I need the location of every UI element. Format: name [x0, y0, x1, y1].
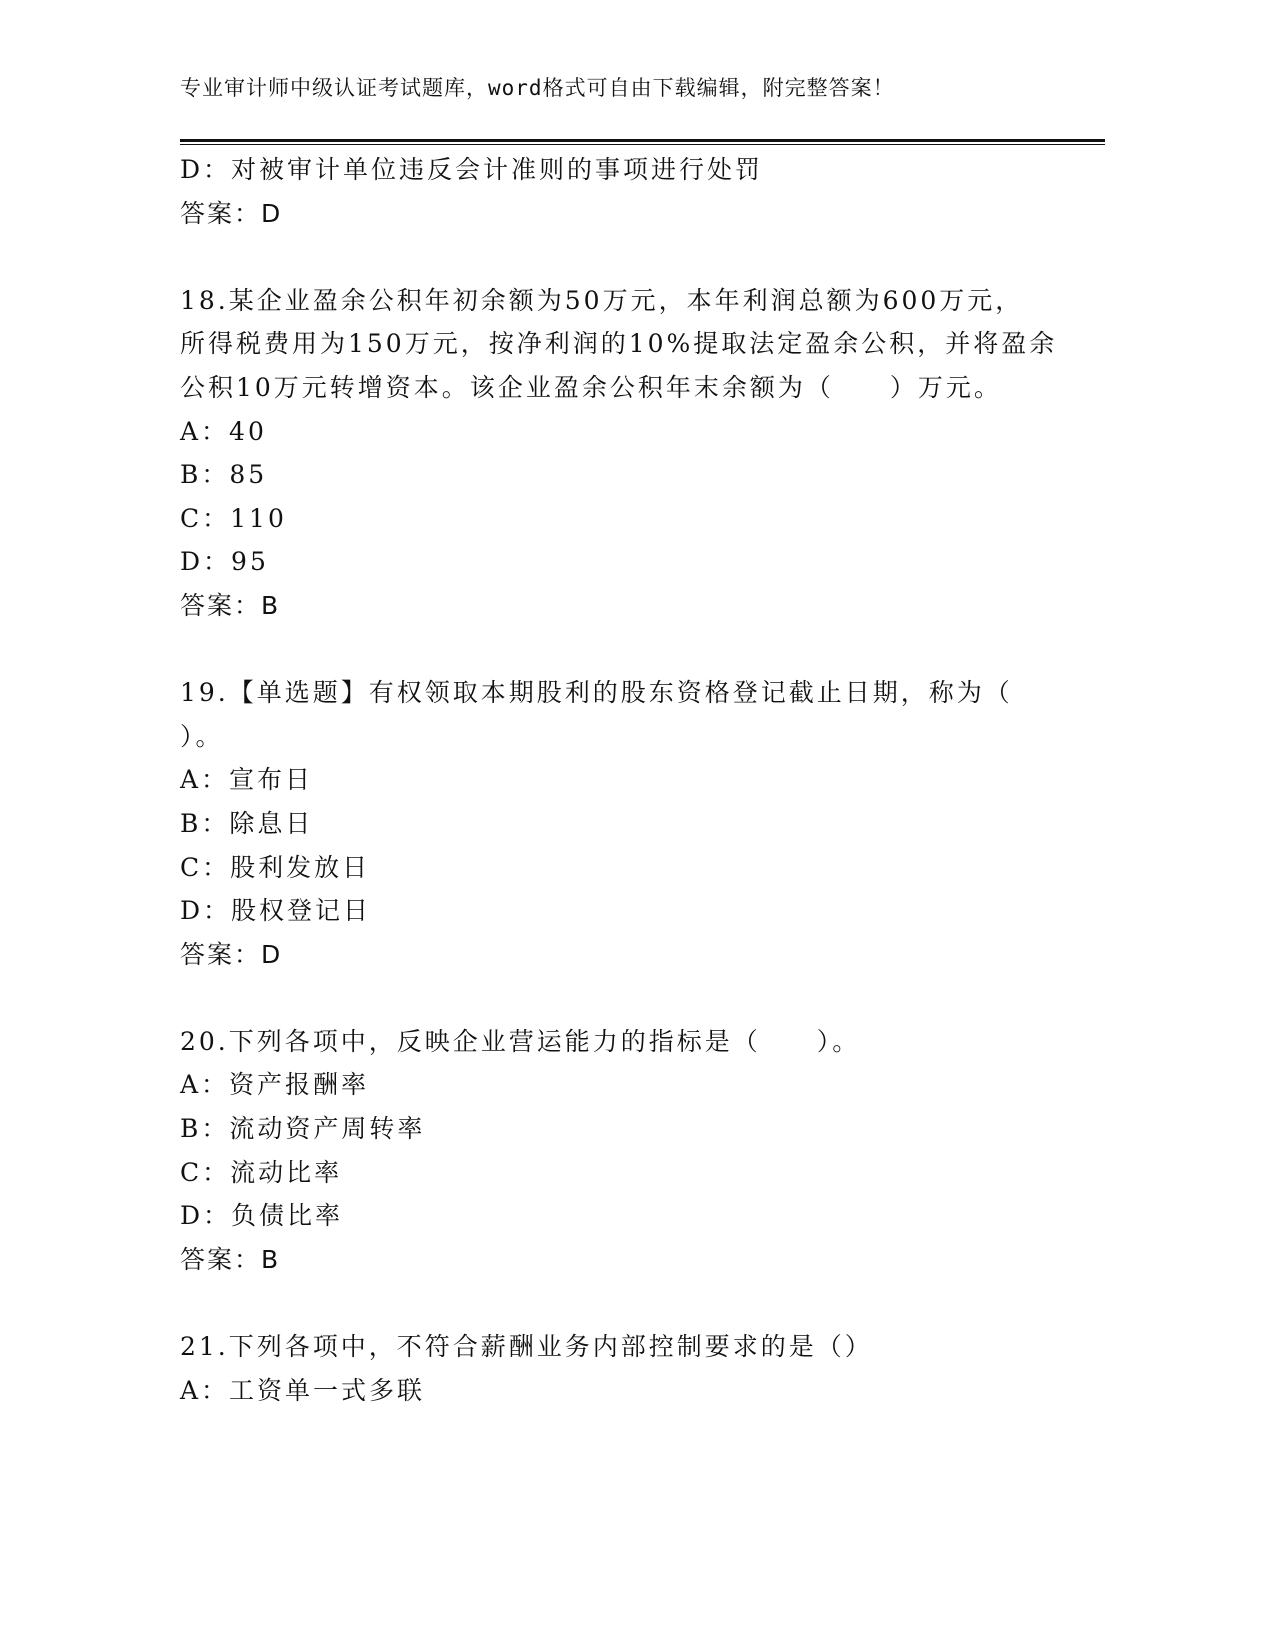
question-18-line-3: 公积10万元转增资本。该企业盈余公积年末余额为（ ）万元。: [180, 372, 1002, 402]
option-b: B：除息日: [180, 808, 314, 838]
option-b: B：85: [180, 460, 268, 490]
answer: 答案：D: [180, 939, 283, 969]
option-c: C：110: [180, 503, 287, 533]
answer: 答案：B: [180, 590, 281, 620]
page-header: 专业审计师中级认证考试题库，word格式可自由下载编辑，附完整答案！: [180, 76, 895, 100]
option-b: B：流动资产周转率: [180, 1114, 426, 1144]
question-20-line-1: 20.下列各项中，反映企业营运能力的指标是（ ）。: [180, 1026, 861, 1056]
option-a: A：工资单一式多联: [180, 1375, 426, 1405]
option-c: C：股利发放日: [180, 852, 371, 882]
answer: 答案：B: [180, 1244, 281, 1274]
question-18-line-1: 18.某企业盈余公积年初余额为50万元，本年利润总额为600万元，: [180, 285, 1024, 315]
option-c: C：流动比率: [180, 1157, 343, 1187]
header-rule-thick: [180, 139, 1105, 142]
option-d: D：负债比率: [180, 1201, 344, 1231]
option-d: D：95: [180, 547, 269, 577]
option-a: A：宣布日: [180, 765, 314, 795]
header-rule-thin: [180, 144, 1105, 145]
option-d: D：对被审计单位违反会计准则的事项进行处罚: [180, 155, 764, 184]
answer: 答案：D: [180, 198, 283, 228]
option-d: D：股权登记日: [180, 896, 372, 926]
question-19-line-1: 19.【单选题】有权领取本期股利的股东资格登记截止日期，称为（: [180, 678, 1013, 708]
question-18-line-2: 所得税费用为150万元，按净利润的10%提取法定盈余公积，并将盈余: [180, 329, 1058, 359]
option-a: A：40: [180, 416, 267, 446]
option-a: A：资产报酬率: [180, 1070, 370, 1100]
question-21-line-1: 21.下列各项中，不符合薪酬业务内部控制要求的是（）: [180, 1332, 873, 1362]
question-19-line-2: ）。: [180, 721, 224, 751]
question-content: [180, 148, 1058, 1412]
